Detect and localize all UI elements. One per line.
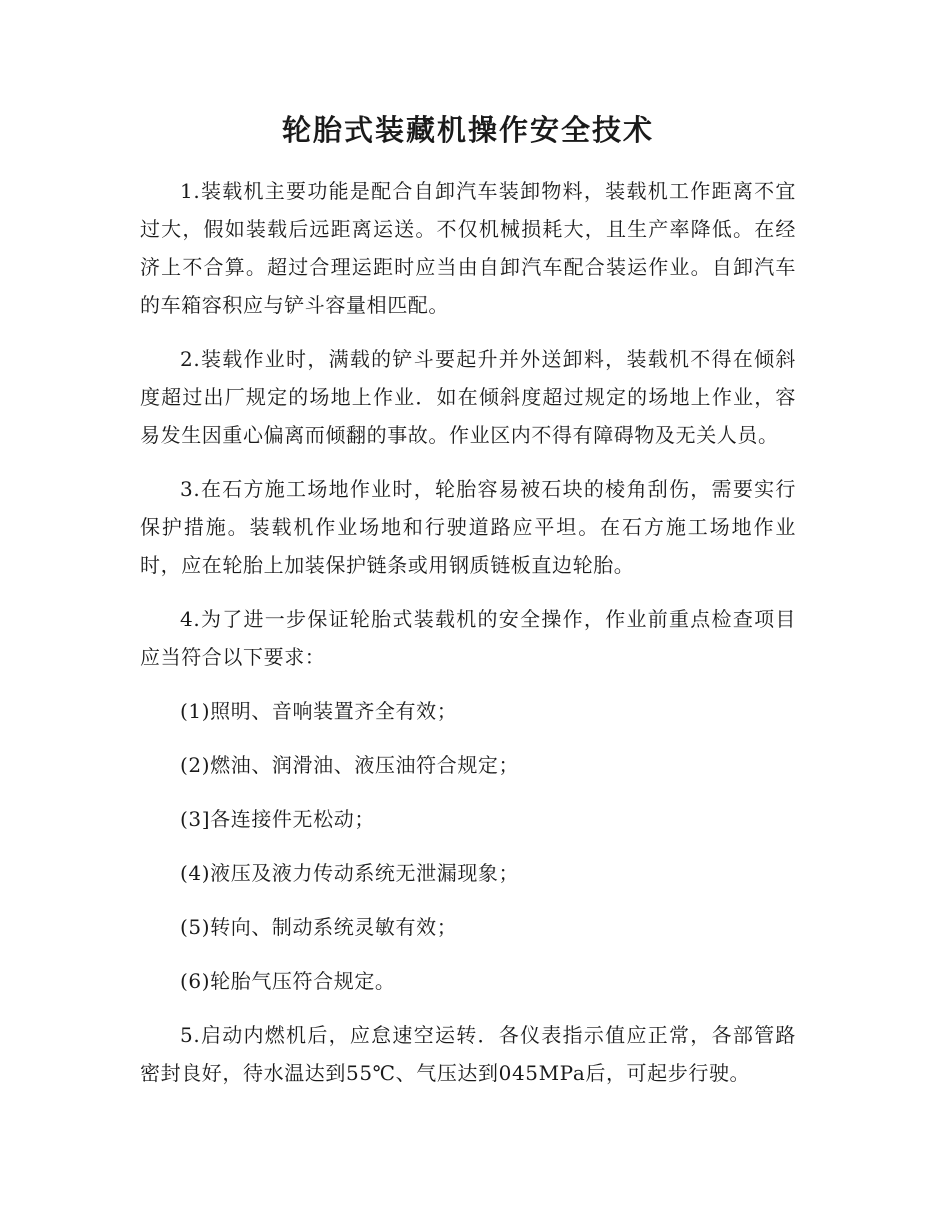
checklist-item-3: (3]各连接件无松动； <box>180 807 375 831</box>
paragraph-1: 1.装载机主要功能是配合自卸汽车装卸物料，装载机工作距离不宜过大，假如装载后远距离运送。不仅机械损耗大，且生产率降低。在经济上不合算。超过合理运距时应当由自卸汽车配合装运作业。自卸汽车的车箱容积应与铲斗容量相匹配。 <box>140 179 796 317</box>
paragraph-3: 3.在石方施工场地作业时，轮胎容易被石块的棱角刮伤，需要实行保护措施。装载机作业场地和行驶道路应平坦。在石方施工场地作业时，应在轮胎上加装保护链条或用钢质链板直边轮胎。 <box>140 477 796 577</box>
checklist <box>140 692 796 1000</box>
paragraph-4: 4.为了进一步保证轮胎式装载机的安全操作，作业前重点检查项目应当符合以下要求： <box>140 607 796 669</box>
paragraph-2: 2.装载作业时，满载的铲斗要起升并外送卸料，装载机不得在倾斜度超过出厂规定的场地上作业．如在倾斜度超过规定的场地上作业，容易发生因重心偏离而倾翻的事故。作业区内不得有障碍物及无关人员。 <box>140 347 796 447</box>
paragraph-5: 5.启动内燃机后，应怠速空运转．各仪表指示值应正常，各部管路密封良好，待水温达到55℃、气压达到045MPa后，可起步行驶。 <box>140 1023 796 1085</box>
checklist-item-4: (4)液压及液力传动系统无泄漏现象； <box>180 861 520 885</box>
checklist-item-1: (1)照明、音响装置齐全有效； <box>180 699 458 723</box>
checklist-item-2: (2)燃油、润滑油、液压油符合规定； <box>180 753 520 777</box>
checklist-item-5: (5)转向、制动系统灵敏有效； <box>180 915 458 939</box>
checklist-item-6: (6)轮胎气压符合规定。 <box>180 969 396 993</box>
document-page <box>140 110 796 1108</box>
document-title: 轮胎式装藏机操作安全技术 <box>281 113 654 147</box>
